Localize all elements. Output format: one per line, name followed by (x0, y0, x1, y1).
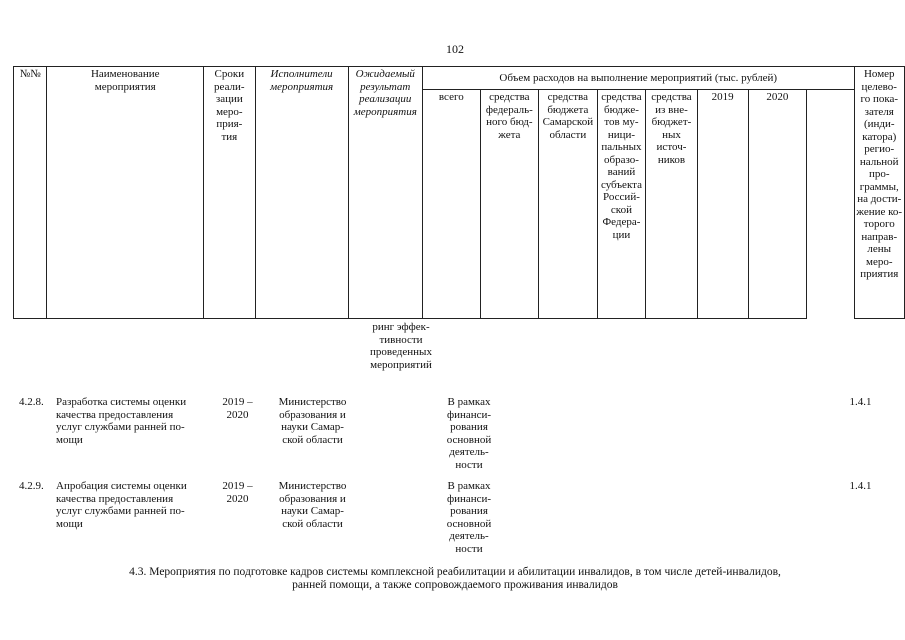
header-expected-result: Ожидаемый результат реализации мероприятия (348, 67, 422, 319)
row-terms: 2019 – 2020 (222, 396, 253, 421)
header-federal-budget: средства федераль- ного бюд- жета (480, 90, 538, 319)
header-municipal-budget: средства бюдже- тов му- ници- пальных образо- ваний субъекта Россий- ской Федера- ции (597, 90, 646, 319)
header-terms: Сроки реали- зации меро- прия- тия (204, 67, 256, 319)
row-name: Апробация системы оценки качества предоставления услуг службами ранней по- мощи (56, 480, 187, 530)
row-number: 4.2.8. (19, 396, 44, 408)
row-name: Разработка системы оценки качества предоставления услуг службами ранней по- мощи (56, 396, 187, 446)
header-name: Наименование мероприятия (47, 67, 204, 319)
row-executor: Министерство образования и науки Самар- ской области (278, 396, 347, 446)
row-number: 4.2.9. (19, 480, 44, 492)
header-regional-budget: средства бюджета Самарской области (539, 90, 598, 319)
header-executors: Исполнители мероприятия (255, 67, 348, 319)
row-executor: Министерство образования и науки Самар- ской области (278, 480, 347, 530)
table-header (13, 66, 905, 319)
header-total: всего (422, 90, 480, 319)
header-indicator: Номер целево- го пока- зателя (инди- катора) регио- нальной про- граммы, на дости- жение ко- торого направ- лены меро- приятия (854, 67, 904, 319)
header-extra-budgetary: средства из вне- бюджет- ных источ- ников (646, 90, 697, 319)
row-financing: В рамках финанси- рования основной деятель- ности (446, 480, 492, 555)
header-year-2019: 2019 (697, 90, 748, 319)
row-indicator: 1.4.1 (849, 396, 872, 408)
page-number: 102 (446, 42, 464, 56)
header-year-2020: 2020 (748, 90, 806, 319)
row-terms: 2019 – 2020 (222, 480, 253, 505)
header-expenses: Объем расходов на выполнение мероприятий (тыс. рублей) (422, 67, 854, 90)
header-number: №№ (14, 67, 47, 319)
row-indicator: 1.4.1 (849, 480, 872, 492)
carryover-result-text: ринг эффек- тивности проведенных мероприятий (370, 321, 432, 371)
row-financing: В рамках финанси- рования основной деятель- ности (446, 396, 492, 471)
section-title: 4.3. Мероприятия по подготовке кадров системы комплексной реабилитации и абилитации инвалидов, в том числе детей-инвалидов, ранней помощи, а также сопровождаемого проживания инвалидов (129, 566, 781, 591)
